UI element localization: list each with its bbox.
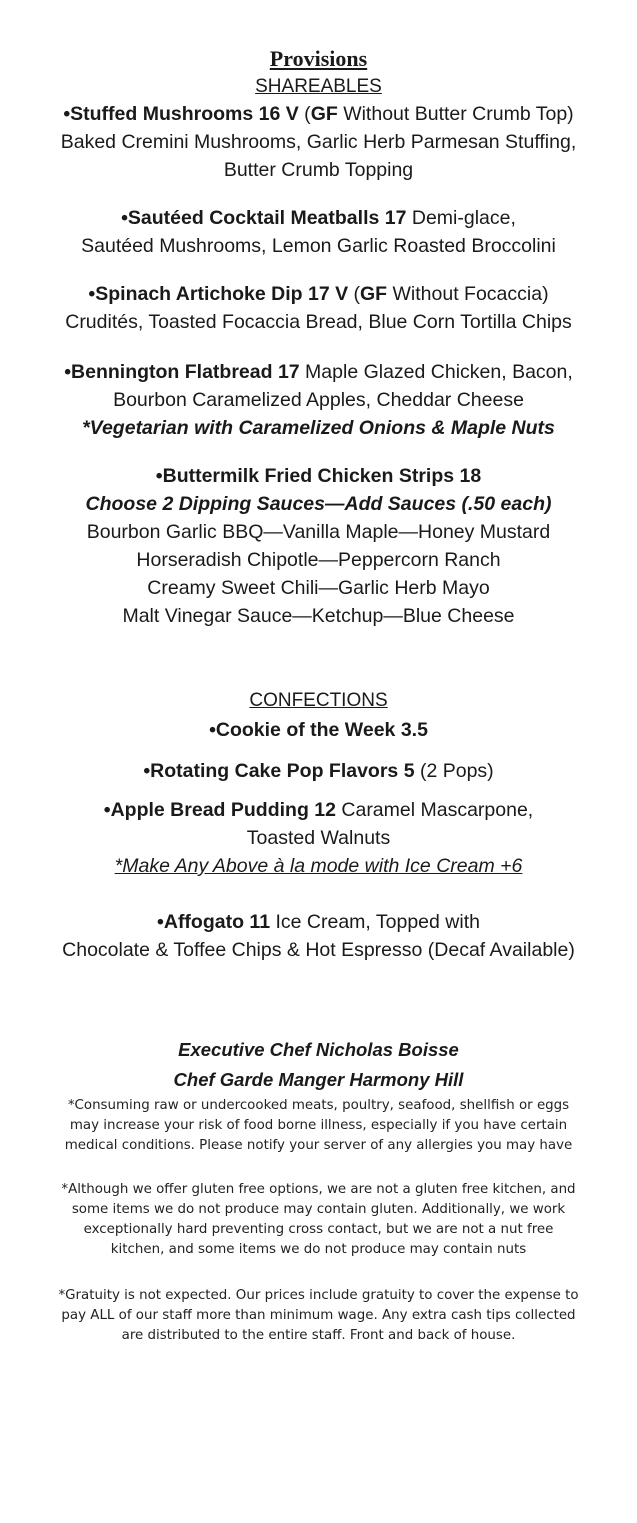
item-title-line — [0, 908, 637, 936]
item-title-line — [0, 358, 637, 386]
note-line: pay ALL of our staff more than minimum wage. Any extra cash tips collected — [61, 1308, 576, 1323]
item-description: Baked Cremini Mushrooms, Garlic Herb Parmesan Stuffing, — [60, 131, 577, 153]
gf-label: GF — [310, 103, 338, 125]
garde-manger-chef: Chef Garde Manger Harmony Hill — [173, 1069, 464, 1090]
item-title-line — [0, 204, 637, 232]
note-line: *Although we offer gluten free options, we are not a gluten free kitchen, and — [61, 1182, 576, 1197]
item-description: Butter Crumb Topping — [223, 159, 414, 181]
item-description: Ice Cream, Topped with — [270, 911, 480, 933]
confections-heading: CONFECTIONS — [249, 690, 388, 711]
sauce-list-line: Bourbon Garlic BBQ—Vanilla Maple—Honey Mustard — [86, 521, 551, 543]
bullet: • — [209, 719, 216, 741]
item-name: Stuffed Mushrooms 16 V — [70, 103, 299, 125]
bullet: • — [64, 361, 72, 383]
item-description: Sautéed Mushrooms, Lemon Garlic Roasted Broccolini — [81, 235, 556, 257]
note-line: may increase your risk of food borne illness, especially if you have certain — [69, 1118, 568, 1133]
bullet: • — [157, 911, 164, 933]
gf-label: GF — [360, 283, 388, 305]
menu-item-affogato — [0, 908, 637, 964]
menu-item-flatbread — [0, 358, 637, 442]
a-la-mode-note: *Make Any Above à la mode with Ice Cream +6 — [114, 855, 523, 877]
note-line: kitchen, and some items we do not produce may contain nuts — [110, 1242, 527, 1257]
item-description: Toasted Walnuts — [246, 827, 391, 849]
menu-item-chicken-strips — [0, 462, 637, 630]
bullet: • — [88, 283, 96, 305]
paren: ( — [348, 283, 361, 305]
sauce-instruction: Choose 2 Dipping Sauces—Add Sauces (.50 each) — [85, 493, 552, 515]
shareables-heading: SHAREABLES — [255, 76, 382, 97]
item-name: Spinach Artichoke Dip 17 V — [95, 283, 349, 305]
item-title-line — [0, 796, 637, 824]
item-title-line — [0, 462, 637, 490]
bullet: • — [103, 799, 111, 821]
note-line: *Gratuity is not expected. Our prices include gratuity to cover the expense to — [58, 1288, 579, 1303]
item-title-line — [0, 716, 637, 744]
item-name: Sautéed Cocktail Meatballs 17 — [127, 207, 407, 229]
gluten-disclaimer — [0, 1180, 637, 1260]
note-line: some items we do not produce may contain gluten. Additionally, we work — [71, 1202, 566, 1217]
paren: ( — [298, 103, 311, 125]
item-title-line — [0, 100, 637, 128]
bullet: • — [155, 465, 163, 487]
chef-credits — [0, 1035, 637, 1095]
gf-note: Without Focaccia) — [387, 283, 549, 305]
menu-item-cookie — [0, 716, 637, 744]
note-line: exceptionally hard preventing cross contact, but we are not a nut free — [83, 1222, 554, 1237]
item-description: Maple Glazed Chicken, Bacon, — [299, 361, 573, 383]
item-title-line — [0, 757, 637, 785]
menu-item-stuffed-mushrooms — [0, 100, 637, 184]
raw-food-disclaimer — [0, 1096, 637, 1156]
note-line: *Consuming raw or undercooked meats, poultry, seafood, shellfish or eggs — [67, 1098, 570, 1113]
menu-item-meatballs — [0, 204, 637, 260]
item-name: Affogato 11 — [163, 911, 271, 933]
item-name: Apple Bread Pudding 12 — [110, 799, 336, 821]
note-line: medical conditions. Please notify your server of any allergies you may have — [64, 1138, 573, 1153]
item-description: Bourbon Caramelized Apples, Cheddar Cheese — [113, 389, 524, 411]
item-description: Crudités, Toasted Focaccia Bread, Blue Corn Tortilla Chips — [65, 311, 572, 333]
menu-item-spinach-dip — [0, 280, 637, 336]
item-name: Bennington Flatbread 17 — [71, 361, 300, 383]
item-description: Chocolate & Toffee Chips & Hot Espresso (Decaf Available) — [62, 939, 575, 961]
vegetarian-note: *Vegetarian with Caramelized Onions & Maple Nuts — [82, 417, 555, 439]
bullet: • — [143, 760, 151, 782]
item-description: Demi-glace, — [406, 207, 516, 229]
page-title: Provisions — [269, 46, 368, 71]
executive-chef: Executive Chef Nicholas Boisse — [178, 1039, 459, 1060]
menu-item-cake-pop — [0, 757, 637, 785]
gratuity-disclaimer — [0, 1286, 637, 1346]
sauce-list-line: Malt Vinegar Sauce—Ketchup—Blue Cheese — [122, 605, 515, 627]
menu-item-bread-pudding — [0, 796, 637, 880]
item-description: (2 Pops) — [414, 760, 494, 782]
item-description: Caramel Mascarpone, — [335, 799, 534, 821]
item-name: Rotating Cake Pop Flavors 5 — [150, 760, 415, 782]
note-line: are distributed to the entire staff. Front and back of house. — [121, 1328, 516, 1343]
bullet: • — [121, 207, 128, 229]
item-name: Cookie of the Week 3.5 — [215, 719, 428, 741]
item-title-line — [0, 280, 637, 308]
bullet: • — [63, 103, 71, 125]
sauce-list-line: Horseradish Chipotle—Peppercorn Ranch — [136, 549, 501, 571]
item-name: Buttermilk Fried Chicken Strips 18 — [162, 465, 482, 487]
gf-note: Without Butter Crumb Top) — [337, 103, 574, 125]
sauce-list-line: Creamy Sweet Chili—Garlic Herb Mayo — [147, 577, 490, 599]
